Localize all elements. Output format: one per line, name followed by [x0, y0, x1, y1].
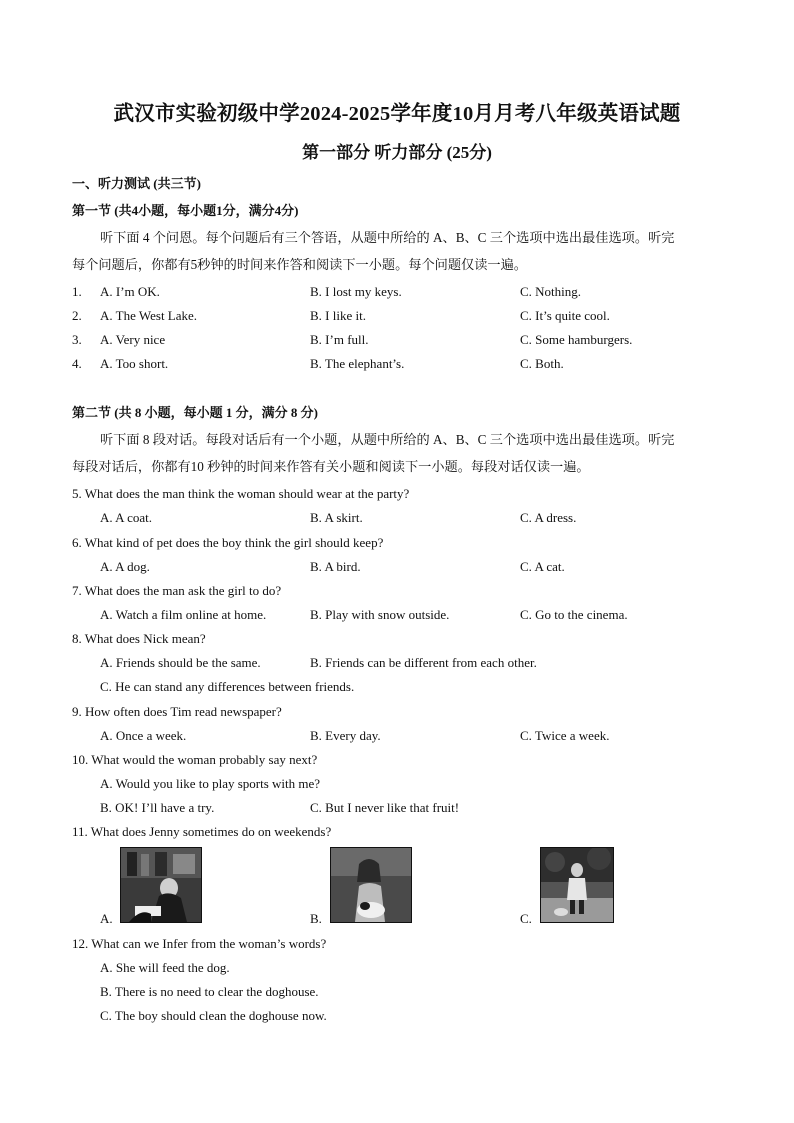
- question-12-option-a: A. She will feed the dog.: [100, 960, 230, 975]
- photo-walking-image: [540, 847, 614, 923]
- option-a: A. Very nice: [100, 332, 166, 347]
- page-subtitle: 第一部分 听力部分 (25分): [302, 143, 492, 162]
- question-5-option-a: A. A coat.: [100, 510, 152, 525]
- question-10-option-a: A. Would you like to play sports with me?: [100, 776, 321, 791]
- question-6-text: 6. What kind of pet does the boy think the girl should keep?: [72, 535, 384, 550]
- section1-heading: 第一节 (共4小题，每小题1分，满分4分): [72, 203, 299, 218]
- question-9-text: 9. How often does Tim read newspaper?: [72, 704, 282, 719]
- section1-instruction-line2: 每个问题后，你都有5秒钟的时间来作答和阅读下一小题。每个问题仅读一遍。: [72, 257, 527, 272]
- question-12-option-b: B. There is no need to clear the doghouse.: [100, 984, 319, 999]
- question-8-text: 8. What does Nick mean?: [72, 631, 206, 646]
- option-b: B. I’m full.: [310, 332, 369, 347]
- question-12-text: 12. What can we Infer from the woman’s words?: [72, 936, 327, 951]
- option-c: C. Nothing.: [520, 284, 582, 299]
- section1-instructions: [72, 224, 722, 278]
- question-9-option-c: C. Twice a week.: [520, 728, 610, 743]
- option-b: B. I like it.: [310, 308, 366, 323]
- section1-instruction-line1: 听下面 4 个问恩。每个问题后有三个答语，从题中所给的 A、B、C 三个选项中选出最佳选项。听完: [100, 230, 675, 245]
- question-10-option-b: B. OK! I’ll have a try.: [100, 800, 215, 815]
- option-b: B. I lost my keys.: [310, 284, 402, 299]
- question-11-option-b: B.: [310, 911, 322, 926]
- section2-heading: 第二节 (共 8 小题，每小题 1 分，满分 8 分): [72, 405, 318, 420]
- option-b: B. The elephant’s.: [310, 356, 405, 371]
- question-5-text: 5. What does the man think the woman should wear at the party?: [72, 486, 410, 501]
- question-7-option-b: B. Play with snow outside.: [310, 607, 450, 622]
- question-5-option-b: B. A skirt.: [310, 510, 363, 525]
- question-5-option-c: C. A dress.: [520, 510, 577, 525]
- question-6-option-c: C. A cat.: [520, 559, 565, 574]
- option-c: C. Both.: [520, 356, 564, 371]
- photo-reading-image: [120, 847, 202, 923]
- section2-instruction-line1: 听下面 8 段对话。每段对话后有一个小题，从题中所给的 A、B、C 三个选项中选出最佳选项。听完: [100, 432, 675, 447]
- option-a: A. The West Lake.: [100, 308, 198, 323]
- question-11-text: 11. What does Jenny sometimes do on weekends?: [72, 824, 332, 839]
- question-8-option-c: C. He can stand any differences between friends.: [100, 679, 355, 694]
- question-number: 3.: [72, 332, 82, 347]
- option-c: C. It’s quite cool.: [520, 308, 610, 323]
- question-6-option-a: A. A dog.: [100, 559, 150, 574]
- question-11-option-a: A.: [100, 911, 113, 926]
- question-6-option-b: B. A bird.: [310, 559, 361, 574]
- page-title: 武汉市实验初级中学2024-2025学年度10月月考八年级英语试题: [113, 103, 681, 125]
- part-heading: 一、听力测试 (共三节): [72, 176, 201, 191]
- question-7-option-c: C. Go to the cinema.: [520, 607, 628, 622]
- option-a: A. I’m OK.: [100, 284, 160, 299]
- question-number: 4.: [72, 356, 82, 371]
- question-7-option-a: A. Watch a film online at home.: [100, 607, 267, 622]
- question-8-option-a: A. Friends should be the same.: [100, 655, 261, 670]
- question-10-option-c: C. But I never like that fruit!: [310, 800, 460, 815]
- question-11-option-c: C.: [520, 911, 532, 926]
- section2-instructions: [72, 426, 722, 480]
- question-7-text: 7. What does the man ask the girl to do?: [72, 583, 282, 598]
- question-number: 1.: [72, 284, 82, 299]
- option-c: C. Some hamburgers.: [520, 332, 633, 347]
- question-10-text: 10. What would the woman probably say next?: [72, 752, 318, 767]
- question-8-option-b: B. Friends can be different from each other.: [310, 655, 537, 670]
- question-9-option-b: B. Every day.: [310, 728, 381, 743]
- question-9-option-a: A. Once a week.: [100, 728, 187, 743]
- section2-instruction-line2: 每段对话后，你都有10 秒钟的时间来作答有关小题和阅读下一小题。每段对话仅读一遍。: [72, 459, 590, 474]
- question-number: 2.: [72, 308, 82, 323]
- photo-dog-image: [330, 847, 412, 923]
- option-a: A. Too short.: [100, 356, 169, 371]
- question-12-option-c: C. The boy should clean the doghouse now.: [100, 1008, 327, 1023]
